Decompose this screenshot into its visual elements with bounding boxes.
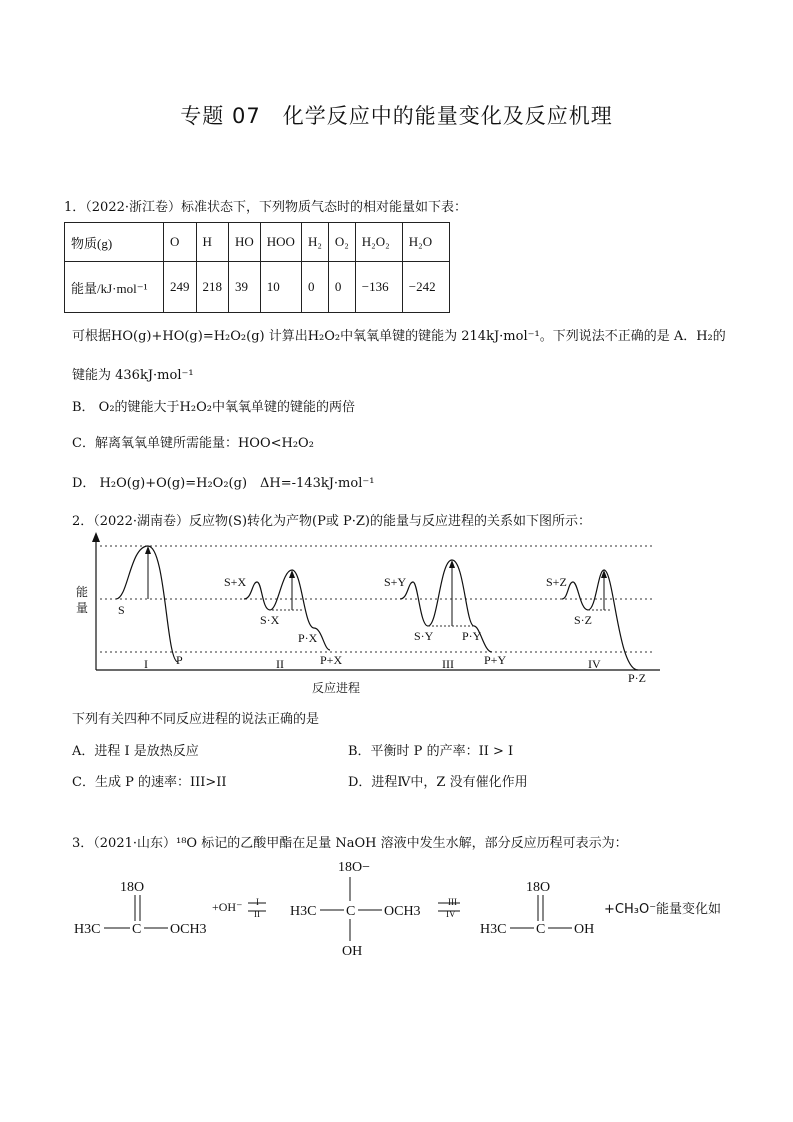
label-p: P — [176, 653, 183, 667]
table-cell: 10 — [260, 262, 301, 313]
q2-option-b: B．平衡时 P 的产率：II > I — [348, 744, 514, 759]
label-s-plus-y: S+Y — [384, 575, 407, 589]
q2-stem: 2．（2022·湖南卷）反应物(S)转化为产物(P或 P·Z)的能量与反应进程的关系如下图所示： — [72, 514, 591, 529]
table-header-cell: O₂ — [328, 223, 355, 262]
y-axis-label: 能 — [76, 585, 89, 599]
q1-stem: 1．（2022·浙江卷）标准状态下，下列物质气态时的相对能量如下表： — [64, 200, 467, 215]
q2-question: 下列有关四种不同反应进程的说法正确的是 — [72, 712, 320, 727]
arrow2-top-label: III — [448, 897, 457, 907]
mol2-och3: OCH3 — [384, 904, 421, 919]
mol3-h3c: H3C — [480, 922, 507, 937]
label-s-dot-z: S·Z — [574, 613, 592, 627]
table-cell: 218 — [196, 262, 229, 313]
table-cell: 249 — [164, 262, 197, 313]
process-label: I — [144, 657, 148, 671]
q1-option-b: B． O₂的键能大于H₂O₂中氧氧单键的键能的两倍 — [72, 400, 355, 415]
q3-tail-text: +CH₃O⁻能量变化如 — [604, 902, 722, 917]
q3-stem: 3．（2021·山东）¹⁸O 标记的乙酸甲酯在足量 NaOH 溶液中发生水解，部分反应历程可表示为： — [72, 836, 628, 851]
label-s-dot-x: S·X — [260, 613, 280, 627]
label-p-dot-x: P·X — [298, 631, 318, 645]
label-p-plus-y: P+Y — [484, 653, 507, 667]
q1-option-d: D． H₂O(g)+O(g)=H₂O₂(g) ΔH=-143kJ·mol⁻¹ — [72, 476, 375, 491]
table-header-cell: HO — [229, 223, 261, 262]
mol2-h3c: H3C — [290, 904, 317, 919]
mol3-o18: 18O — [526, 880, 551, 895]
label-p-dot-y: P·Y — [462, 629, 482, 643]
arrow1-bottom-label: II — [254, 909, 260, 919]
label-s: S — [118, 603, 125, 617]
mol2-o18: 18O− — [338, 860, 371, 875]
mol1-o18: 18O — [120, 880, 145, 895]
table-cell: −242 — [402, 262, 449, 313]
y-axis-label: 量 — [76, 601, 89, 615]
table-header-cell: O — [164, 223, 197, 262]
label-p-plus-x: P+X — [320, 653, 343, 667]
energy-table — [64, 222, 450, 313]
y-axis-arrow — [92, 532, 100, 542]
table-cell: 0 — [328, 262, 355, 313]
curve-process-1 — [116, 546, 178, 662]
x-axis-label: 反应进程 — [312, 681, 361, 695]
q1-option-c: C．解离氧氧单键所需能量：HOO<H₂O₂ — [72, 436, 314, 451]
table-row — [65, 262, 450, 313]
energy-profile-diagram — [0, 530, 793, 700]
arrow1-top-label: I — [256, 897, 259, 907]
mol3-oh: OH — [574, 922, 595, 937]
label-p-dot-z: P·Z — [628, 671, 646, 685]
reaction-mechanism — [0, 855, 793, 970]
table-header-cell: HOO — [260, 223, 301, 262]
table-row-label: 能量/kJ·mol⁻¹ — [65, 262, 164, 313]
q1-text-line2: 键能为 436kJ·mol⁻¹ — [72, 368, 194, 383]
mol1-c: C — [132, 922, 142, 937]
table-row — [65, 223, 450, 262]
q2-option-d: D．进程Ⅳ中，Z 没有催化作用 — [348, 775, 528, 790]
mol2-oh: OH — [342, 944, 363, 959]
table-header-cell: 物质(g) — [65, 223, 164, 262]
table-header-cell: H — [196, 223, 229, 262]
table-header-cell: H₂O₂ — [355, 223, 402, 262]
mol2-c: C — [346, 904, 356, 919]
table-cell: 39 — [229, 262, 261, 313]
label-s-plus-x: S+X — [224, 575, 247, 589]
process-label: II — [276, 657, 284, 671]
plus-hydroxide: +OH⁻ — [212, 900, 243, 914]
q1-text-line1: 可根据HO(g)+HO(g)=H₂O₂(g) 计算出H₂O₂中氧氧单键的键能为 214kJ·mol⁻¹。下列说法不正确的是 A．H₂的 — [72, 329, 726, 344]
process-label: III — [442, 657, 454, 671]
page-title: 专题 07 化学反应中的能量变化及反应机理 — [180, 104, 613, 128]
mol1-och3: OCH3 — [170, 922, 207, 937]
label-s-plus-z: S+Z — [546, 575, 567, 589]
q2-option-c: C．生成 P 的速率：III>II — [72, 775, 227, 790]
q2-option-a: A．进程 I 是放热反应 — [72, 744, 199, 759]
mol3-c: C — [536, 922, 546, 937]
table-cell: 0 — [301, 262, 328, 313]
label-s-dot-y: S·Y — [414, 629, 434, 643]
mol1-h3c: H3C — [74, 922, 101, 937]
table-header-cell: H₂ — [301, 223, 328, 262]
table-header-cell: H₂O — [402, 223, 449, 262]
table-cell: −136 — [355, 262, 402, 313]
process-label: IV — [588, 657, 601, 671]
arrow2-bottom-label: IV — [446, 909, 456, 919]
